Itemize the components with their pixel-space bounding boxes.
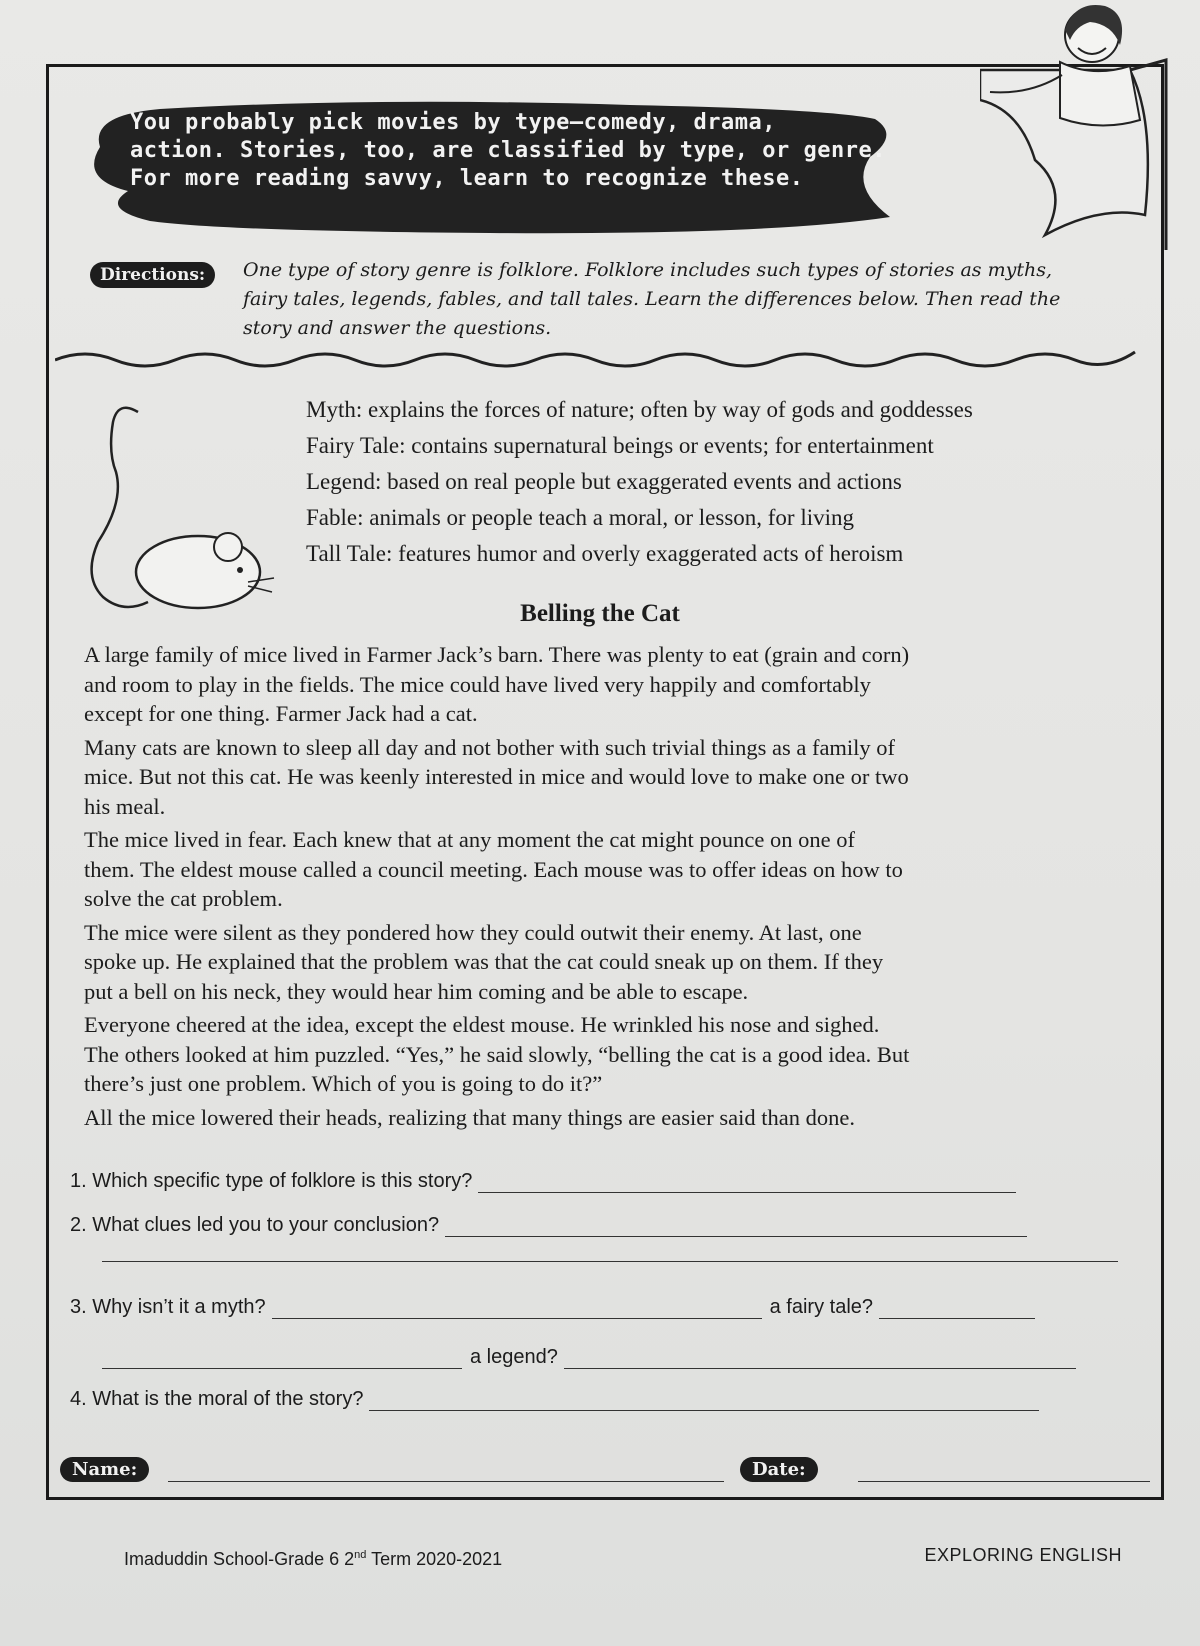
wavy-divider: [55, 340, 1160, 380]
story-line: The mice lived in fear. Each knew that at any moment the cat might pounce on one of: [84, 827, 855, 852]
story-line: Many cats are known to sleep all day and not bother with such trivial things as a family of: [84, 734, 896, 760]
question-1-text: 1. Which specific type of folklore is this story?: [70, 1170, 473, 1192]
question-4: [70, 1388, 1039, 1411]
directions-line: fairy tales, legends, fables, and tall tales. Learn the differences below. Then read the: [243, 288, 1061, 310]
girl-illustration: [980, 0, 1200, 250]
question-4-text: 4. What is the moral of the story?: [70, 1388, 364, 1410]
genre-legend: Legend: based on real people but exaggerated events and actions: [306, 469, 902, 494]
banner-line-3: For more reading savvy, learn to recognize these.: [130, 166, 804, 191]
story-line: The others looked at him puzzled. “Yes,” he said slowly, “belling the cat is a good idea. But: [84, 1041, 910, 1067]
footer-title: EXPLORING ENGLISH: [924, 1545, 1122, 1565]
story-line: All the mice lowered their heads, realizing that many things are easier said than done.: [84, 1104, 855, 1130]
answer-3-legend-blank[interactable]: [564, 1367, 1076, 1369]
question-2: [70, 1214, 1027, 1237]
story-line: them. The eldest mouse called a council meeting. Each mouse was to offer ideas on how to: [84, 856, 903, 882]
story-paragraph: [84, 733, 1144, 822]
genre-list: [306, 392, 973, 572]
story-paragraph: [84, 1010, 1144, 1099]
story-line: spoke up. He explained that the problem was that the cat could sneak up on them. If they: [84, 949, 884, 974]
story-line: his meal.: [84, 793, 166, 819]
banner-line-1: You probably pick movies by type—comedy, drama,: [130, 110, 777, 135]
mouse-icon: [78, 402, 278, 622]
directions-text: [243, 256, 1133, 343]
directions-line: One type of story genre is folklore. Folklore includes such types of stories as myths,: [243, 259, 1053, 281]
story-line: The mice were silent as they pondered how they could outwit their enemy. At last, one: [84, 919, 862, 945]
question-2-text: 2. What clues led you to your conclusion?: [70, 1214, 440, 1236]
question-3-text: 3. Why isn’t it a myth?: [70, 1296, 266, 1318]
question-3: [70, 1296, 1035, 1319]
footer-school-text: Imaduddin School-Grade 6 2: [124, 1549, 355, 1569]
answer-3-myth-blank[interactable]: [272, 1317, 762, 1319]
date-field[interactable]: [858, 1481, 1150, 1482]
question-1: [70, 1170, 1016, 1193]
question-2-extra-line: [102, 1260, 1118, 1262]
story-line: there’s just one problem. Which of you is going to do it?”: [84, 1071, 603, 1096]
story-paragraph: [84, 640, 1144, 729]
banner-line-2: action. Stories, too, are classified by type, or genre.: [130, 138, 886, 163]
footer-school: [124, 1549, 502, 1570]
name-label: Name:: [60, 1457, 149, 1482]
story-line: put a bell on his neck, they would hear him coming and be able to escape.: [84, 978, 749, 1004]
question-3-legend-text: a legend?: [470, 1346, 558, 1368]
genre-fable: Fable: animals or people teach a moral, or lesson, for living: [306, 505, 855, 530]
answer-1-blank[interactable]: [478, 1191, 1016, 1193]
story-paragraph: [84, 918, 1144, 1007]
genre-tall-tale: Tall Tale: features humor and overly exaggerated acts of heroism: [306, 541, 904, 566]
story-line: mice. But not this cat. He was keenly interested in mice and would love to make one or two: [84, 764, 909, 789]
name-field[interactable]: [168, 1481, 724, 1482]
answer-4-blank[interactable]: [369, 1409, 1039, 1411]
story-paragraph: [84, 1103, 1144, 1133]
story-title: Belling the Cat: [520, 600, 680, 627]
directions-badge: Directions:: [90, 262, 215, 288]
story-line: A large family of mice lived in Farmer Jack’s barn. There was plenty to eat (grain and corn): [84, 642, 910, 667]
footer-superscript: nd: [354, 1549, 367, 1561]
directions-line: story and answer the questions.: [243, 317, 552, 339]
answer-2-blank[interactable]: [445, 1235, 1027, 1237]
story-paragraph: [84, 825, 1144, 914]
story-line: and room to play in the fields. The mice could have lived very happily and comfortably: [84, 671, 871, 697]
date-label: Date:: [740, 1457, 818, 1482]
story-body: [84, 640, 1144, 1136]
answer-3-fairy-tale-blank[interactable]: [879, 1317, 1035, 1319]
genre-fairy-tale: Fairy Tale: contains supernatural beings or events; for entertainment: [306, 433, 934, 458]
story-line: Everyone cheered at the idea, except the eldest mouse. He wrinkled his nose and sighed.: [84, 1012, 880, 1037]
story-line: solve the cat problem.: [84, 886, 283, 911]
story-line: except for one thing. Farmer Jack had a cat.: [84, 701, 478, 726]
genre-myth: Myth: explains the forces of nature; often by way of gods and goddesses: [306, 397, 973, 422]
answer-3-fairy-tale-blank-2[interactable]: [102, 1367, 462, 1369]
footer-term-text: Term 2020-2021: [366, 1549, 503, 1569]
question-3-fairy-tale-text: a fairy tale?: [769, 1296, 874, 1318]
question-3-legend: [102, 1346, 1076, 1369]
answer-2-blank-line-2[interactable]: [102, 1260, 1118, 1262]
